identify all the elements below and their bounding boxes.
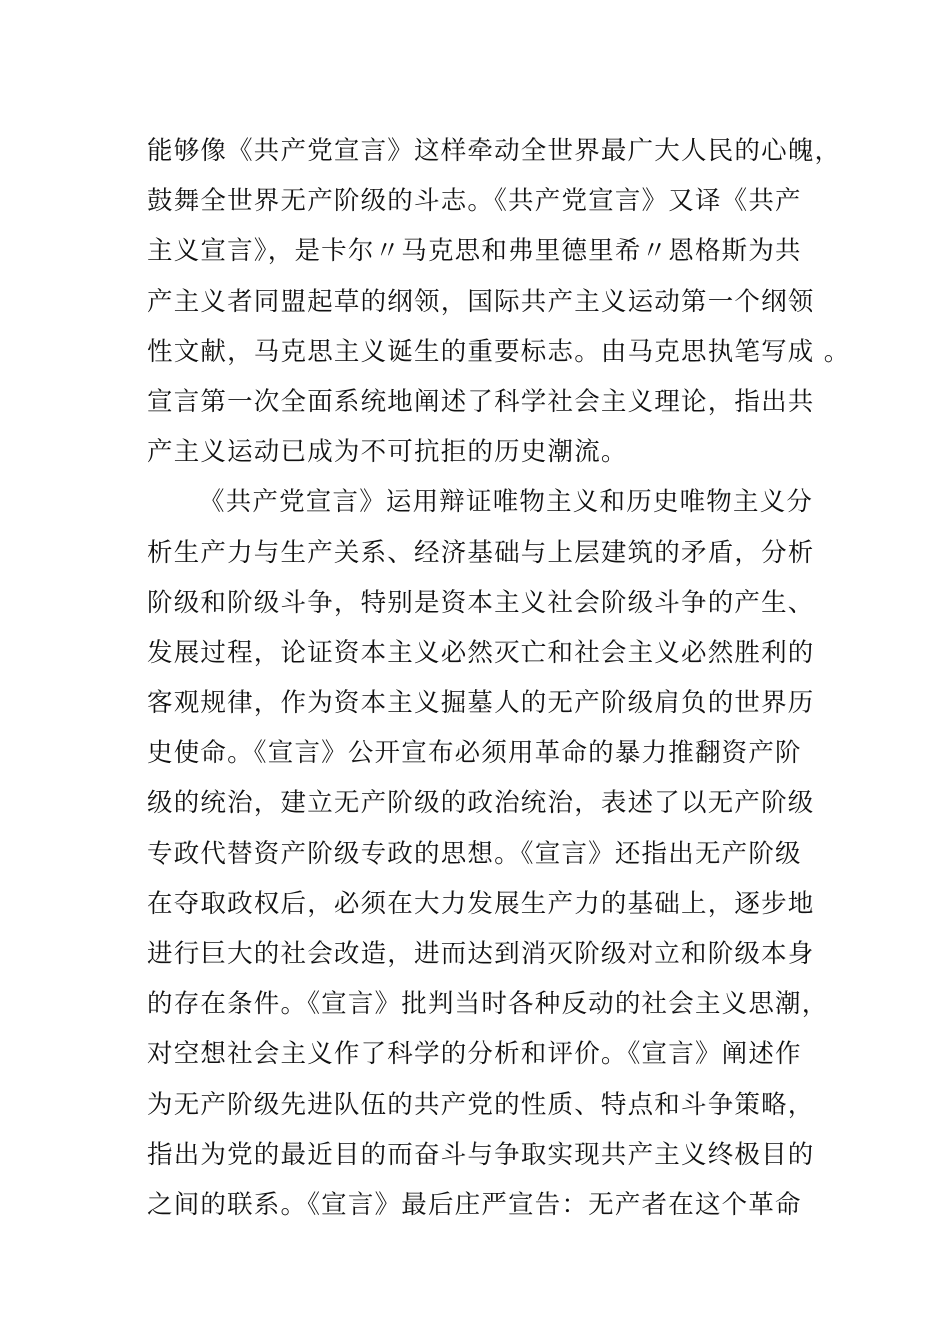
text-line: 析生产力与生产关系、经济基础与上层建筑的矛盾，分析: [147, 537, 815, 568]
text-line: 为无产阶级先进队伍的共产党的性质、特点和斗争策略，: [147, 1089, 815, 1120]
text-line: 指出为党的最近目的而奋斗与争取实现共产主义终极目的: [147, 1139, 815, 1170]
text-line: 阶级和阶级斗争，特别是资本主义社会阶级斗争的产生、: [147, 587, 815, 618]
text-line: 发展过程，论证资本主义必然灭亡和社会主义必然胜利的: [147, 637, 815, 668]
text-line: 鼓舞全世界无产阶级的斗志。《共产党宣言》又译《共产: [147, 186, 802, 217]
text-line: 产主义运动已成为不可抗拒的历史潮流。: [147, 437, 628, 468]
text-line: 级的统治，建立无产阶级的政治统治，表述了以无产阶级: [147, 788, 815, 819]
text-line: 史使命。《宣言》公开宣布必须用革命的暴力推翻资产阶: [147, 738, 802, 769]
text-line: 客观规律，作为资本主义掘墓人的无产阶级肩负的世界历: [147, 688, 815, 719]
text-line: 进行巨大的社会改造，进而达到消灭阶级对立和阶级本身: [147, 939, 815, 969]
text-line: 能够像《共产党宣言》这样牵动全世界最广大人民的心魄，: [147, 136, 842, 166]
body-text: [147, 126, 851, 1230]
text-line: 之间的联系。《宣言》最后庄严宣告：无产者在这个革命: [147, 1189, 802, 1220]
text-line: 对空想社会主义作了科学的分析和评价。《宣言》阐述作: [147, 1039, 802, 1070]
paragraph-first-line: 《共产党宣言》运用辩证唯物主义和历史唯物主义分: [199, 487, 814, 518]
text-line: 在夺取政权后，必须在大力发展生产力的基础上，逐步地: [147, 888, 815, 919]
text-line: 产主义者同盟起草的纲领，国际共产主义运动第一个纲领: [147, 286, 815, 317]
text-line: 宣言第一次全面系统地阐述了科学社会主义理论，指出共: [147, 386, 815, 417]
text-line: 专政代替资产阶级专政的思想。《宣言》还指出无产阶级: [147, 838, 802, 869]
text-line: 的存在条件。《宣言》批判当时各种反动的社会主义思潮，: [147, 989, 829, 1020]
text-line: 主义宣言》，是卡尔〃马克思和弗里德里希〃恩格斯为共: [147, 236, 802, 267]
text-line: 性文献，马克思主义诞生的重要标志。由马克思执笔写成 。: [147, 336, 851, 367]
